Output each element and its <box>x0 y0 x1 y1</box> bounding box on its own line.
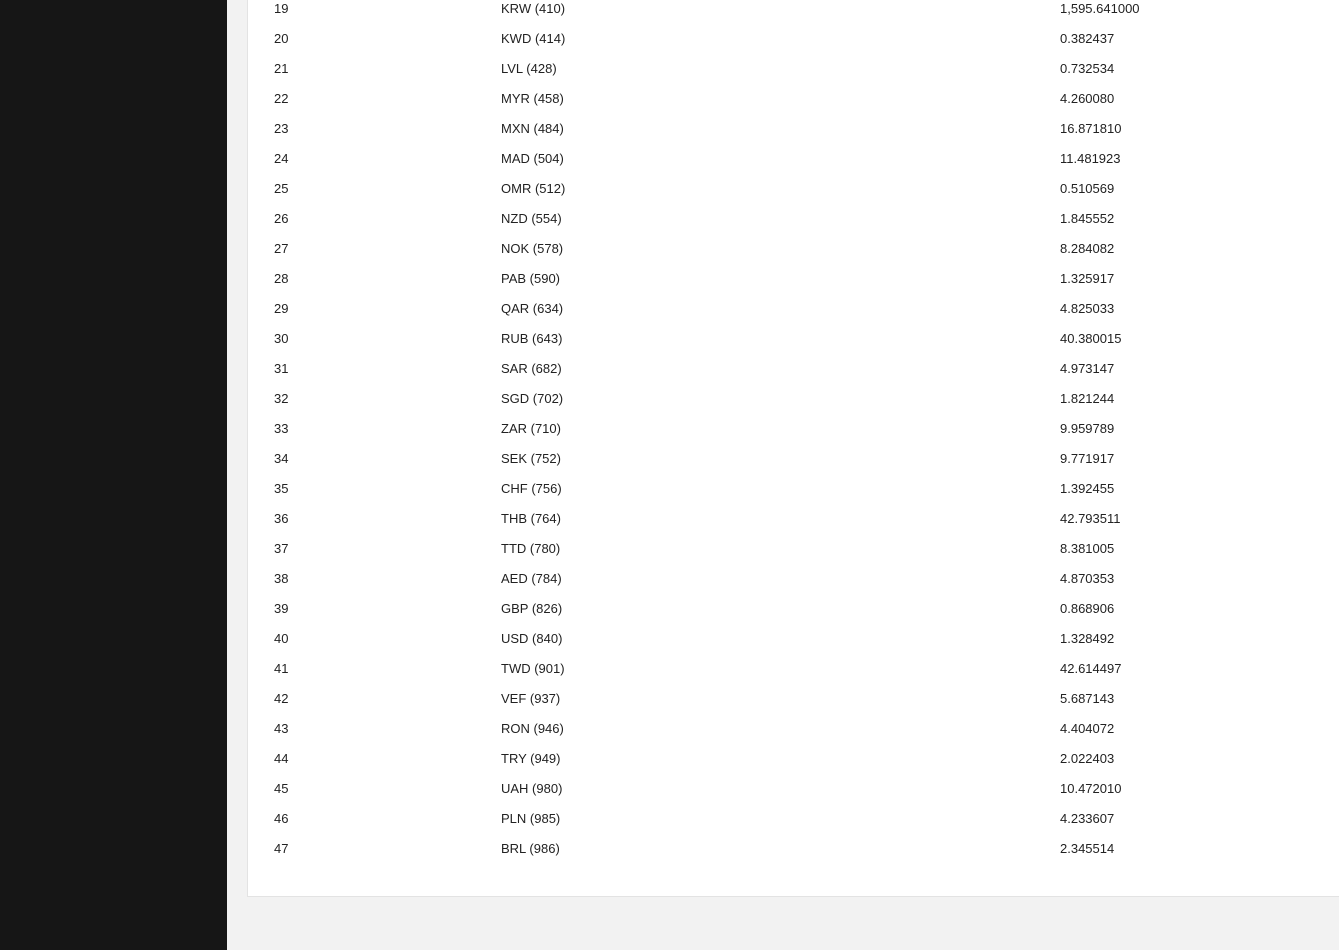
currency-code: OMR (512) <box>501 181 566 196</box>
table-row <box>248 714 1339 744</box>
table-row <box>248 24 1339 54</box>
exchange-rate: 5.687143 <box>1060 691 1115 706</box>
row-index: 22 <box>274 91 289 106</box>
table-row <box>248 234 1339 264</box>
exchange-rate: 4.404072 <box>1060 721 1115 736</box>
currency-code: MXN (484) <box>501 121 564 136</box>
row-index: 41 <box>274 661 289 676</box>
row-index: 31 <box>274 361 289 376</box>
exchange-rate: 1.328492 <box>1060 631 1115 646</box>
currency-code: USD (840) <box>501 631 563 646</box>
table-row <box>248 564 1339 594</box>
table-row <box>248 414 1339 444</box>
exchange-rate: 2.022403 <box>1060 751 1115 766</box>
currency-code: LVL (428) <box>501 61 557 76</box>
exchange-rate: 4.825033 <box>1060 301 1115 316</box>
exchange-rate: 42.793511 <box>1060 511 1121 526</box>
row-index: 21 <box>274 61 289 76</box>
row-index: 45 <box>274 781 289 796</box>
row-index: 28 <box>274 271 289 286</box>
exchange-rate: 2.345514 <box>1060 841 1115 856</box>
currency-code: QAR (634) <box>501 301 564 316</box>
row-index: 42 <box>274 691 289 706</box>
currency-code: SEK (752) <box>501 451 561 466</box>
sidebar <box>0 0 227 950</box>
table-row <box>248 114 1339 144</box>
currency-code: NOK (578) <box>501 241 564 256</box>
row-index: 33 <box>274 421 289 436</box>
row-index: 26 <box>274 211 289 226</box>
exchange-rate: 1.845552 <box>1060 211 1115 226</box>
table-row <box>248 444 1339 474</box>
table-row <box>248 744 1339 774</box>
row-index: 34 <box>274 451 289 466</box>
table-row <box>248 84 1339 114</box>
exchange-rate: 0.510569 <box>1060 181 1115 196</box>
currency-code: TWD (901) <box>501 661 565 676</box>
currency-code: RON (946) <box>501 721 564 736</box>
exchange-rate: 4.233607 <box>1060 811 1115 826</box>
currency-code: MYR (458) <box>501 91 564 106</box>
row-index: 38 <box>274 571 289 586</box>
row-index: 40 <box>274 631 289 646</box>
exchange-rate: 40.380015 <box>1060 331 1122 346</box>
row-index: 43 <box>274 721 289 736</box>
table-row <box>248 804 1339 834</box>
exchange-rate: 42.614497 <box>1060 661 1122 676</box>
exchange-rate: 11.481923 <box>1060 151 1121 166</box>
exchange-rate: 0.382437 <box>1060 31 1115 46</box>
currency-code: KRW (410) <box>501 1 566 16</box>
exchange-rate: 10.472010 <box>1060 781 1122 796</box>
row-index: 47 <box>274 841 289 856</box>
table-row <box>248 324 1339 354</box>
currency-code: PAB (590) <box>501 271 561 286</box>
table-row <box>248 204 1339 234</box>
currency-code: BRL (986) <box>501 841 560 856</box>
row-index: 25 <box>274 181 289 196</box>
currency-code: AED (784) <box>501 571 562 586</box>
table-row <box>248 0 1339 24</box>
exchange-rate: 8.381005 <box>1060 541 1115 556</box>
table-row <box>248 54 1339 84</box>
exchange-rate: 1.821244 <box>1060 391 1115 406</box>
row-index: 44 <box>274 751 289 766</box>
exchange-rate: 4.870353 <box>1060 571 1115 586</box>
currency-code: GBP (826) <box>501 601 563 616</box>
currency-code: PLN (985) <box>501 811 561 826</box>
table-row <box>248 624 1339 654</box>
table-row <box>248 144 1339 174</box>
currency-code: KWD (414) <box>501 31 566 46</box>
currency-code: RUB (643) <box>501 331 563 346</box>
exchange-rate: 4.260080 <box>1060 91 1115 106</box>
row-index: 29 <box>274 301 289 316</box>
row-index: 19 <box>274 1 289 16</box>
currency-code: THB (764) <box>501 511 561 526</box>
row-index: 27 <box>274 241 289 256</box>
table-row <box>248 474 1339 504</box>
currency-rates-table <box>248 0 1339 864</box>
exchange-rate: 8.284082 <box>1060 241 1115 256</box>
row-index: 36 <box>274 511 289 526</box>
table-row <box>248 774 1339 804</box>
table-row <box>248 264 1339 294</box>
table-row <box>248 174 1339 204</box>
row-index: 39 <box>274 601 289 616</box>
currency-code: SAR (682) <box>501 361 562 376</box>
exchange-rate: 1.325917 <box>1060 271 1115 286</box>
currency-code: TRY (949) <box>501 751 561 766</box>
exchange-rate: 16.871810 <box>1060 121 1122 136</box>
currency-code: SGD (702) <box>501 391 564 406</box>
table-row <box>248 534 1339 564</box>
exchange-rate: 1.392455 <box>1060 481 1115 496</box>
rates-table-body <box>248 0 1339 864</box>
table-row <box>248 354 1339 384</box>
table-row <box>248 684 1339 714</box>
exchange-rate: 0.732534 <box>1060 61 1115 76</box>
currency-code: ZAR (710) <box>501 421 561 436</box>
row-index: 46 <box>274 811 289 826</box>
row-index: 37 <box>274 541 289 556</box>
table-row <box>248 834 1339 864</box>
main-content <box>227 0 1339 950</box>
exchange-rate: 4.973147 <box>1060 361 1115 376</box>
exchange-rate: 0.868906 <box>1060 601 1115 616</box>
exchange-rate: 9.959789 <box>1060 421 1115 436</box>
table-row <box>248 384 1339 414</box>
row-index: 35 <box>274 481 289 496</box>
row-index: 30 <box>274 331 289 346</box>
currency-code: TTD (780) <box>501 541 561 556</box>
exchange-rate: 1,595.641000 <box>1060 1 1140 16</box>
table-row <box>248 654 1339 684</box>
currency-code: CHF (756) <box>501 481 562 496</box>
currency-code: MAD (504) <box>501 151 564 166</box>
currency-code: VEF (937) <box>501 691 561 706</box>
currency-code: NZD (554) <box>501 211 562 226</box>
row-index: 32 <box>274 391 289 406</box>
currency-code: UAH (980) <box>501 781 563 796</box>
row-index: 24 <box>274 151 289 166</box>
row-index: 23 <box>274 121 289 136</box>
table-row <box>248 594 1339 624</box>
row-index: 20 <box>274 31 289 46</box>
table-row <box>248 504 1339 534</box>
rates-panel <box>247 0 1339 897</box>
table-row <box>248 294 1339 324</box>
exchange-rate: 9.771917 <box>1060 451 1115 466</box>
